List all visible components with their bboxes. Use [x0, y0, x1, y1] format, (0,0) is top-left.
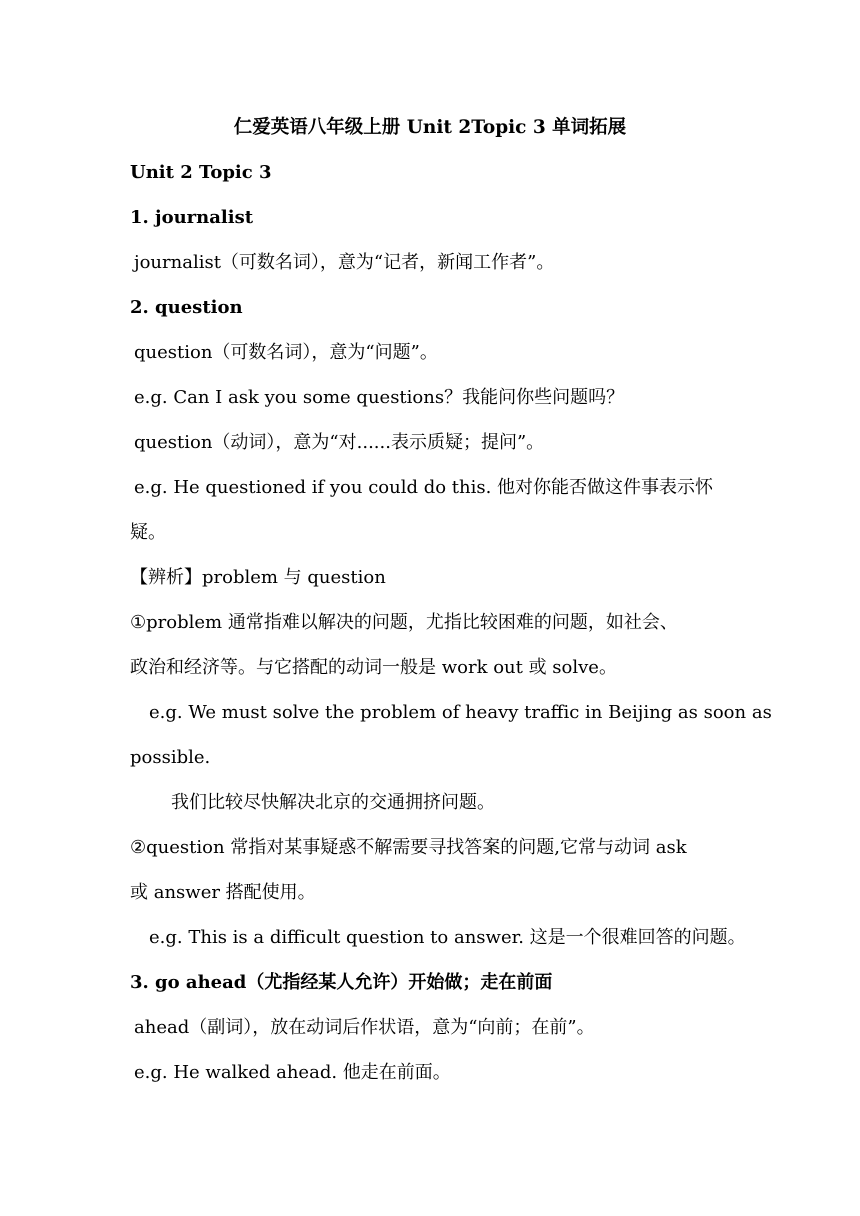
comparison-question-line-2: 或 answer 搭配使用。 [130, 882, 316, 903]
example-ahead: e.g. He walked ahead. 他走在前面。 [134, 1062, 451, 1083]
document-title: 仁爱英语八年级上册 Unit 2Topic 3 单词拓展 [233, 117, 627, 138]
example-question-noun: e.g. Can I ask you some questions？我能问你些问题吗？ [134, 387, 625, 408]
example-problem-translation: 我们比较尽快解决北京的交通拥挤问题。 [171, 792, 495, 813]
comparison-problem-line-2: 政治和经济等。与它搭配的动词一般是 work out 或 solve。 [130, 657, 617, 678]
example-question-verb-continued: 疑。 [130, 522, 166, 543]
example-question-verb: e.g. He questioned if you could do this. 他对你能否做这件事表示怀 [134, 477, 714, 498]
definition-question-verb: question（动词），意为“对......表示质疑；提问”。 [134, 432, 545, 453]
comparison-question-line-1: ②question 常指对某事疑惑不解需要寻找答案的问题,它常与动词 ask [130, 837, 687, 858]
definition-ahead: ahead（副词），放在动词后作状语，意为“向前；在前”。 [134, 1017, 595, 1038]
example-question-comparison: e.g. This is a difficult question to answer. 这是一个很难回答的问题。 [149, 927, 746, 948]
entry-heading-journalist: 1. journalist [130, 207, 254, 228]
unit-heading: Unit 2 Topic 3 [130, 162, 272, 183]
entry-heading-question: 2. question [130, 297, 243, 318]
definition-question-noun: question（可数名词），意为“问题”。 [134, 342, 438, 363]
example-problem-line-2: possible. [130, 747, 211, 768]
comparison-problem-line-1: ①problem 通常指难以解决的问题，尤指比较困难的问题，如社会、 [130, 612, 678, 633]
example-problem-line-1: e.g. We must solve the problem of heavy traffic in Beijing as soon as [149, 702, 772, 723]
entry-heading-go-ahead: 3. go ahead（尤指经某人允许）开始做；走在前面 [130, 972, 553, 993]
comparison-heading: 【辨析】problem 与 question [130, 567, 386, 588]
definition-journalist: journalist（可数名词），意为“记者，新闻工作者”。 [134, 252, 555, 273]
